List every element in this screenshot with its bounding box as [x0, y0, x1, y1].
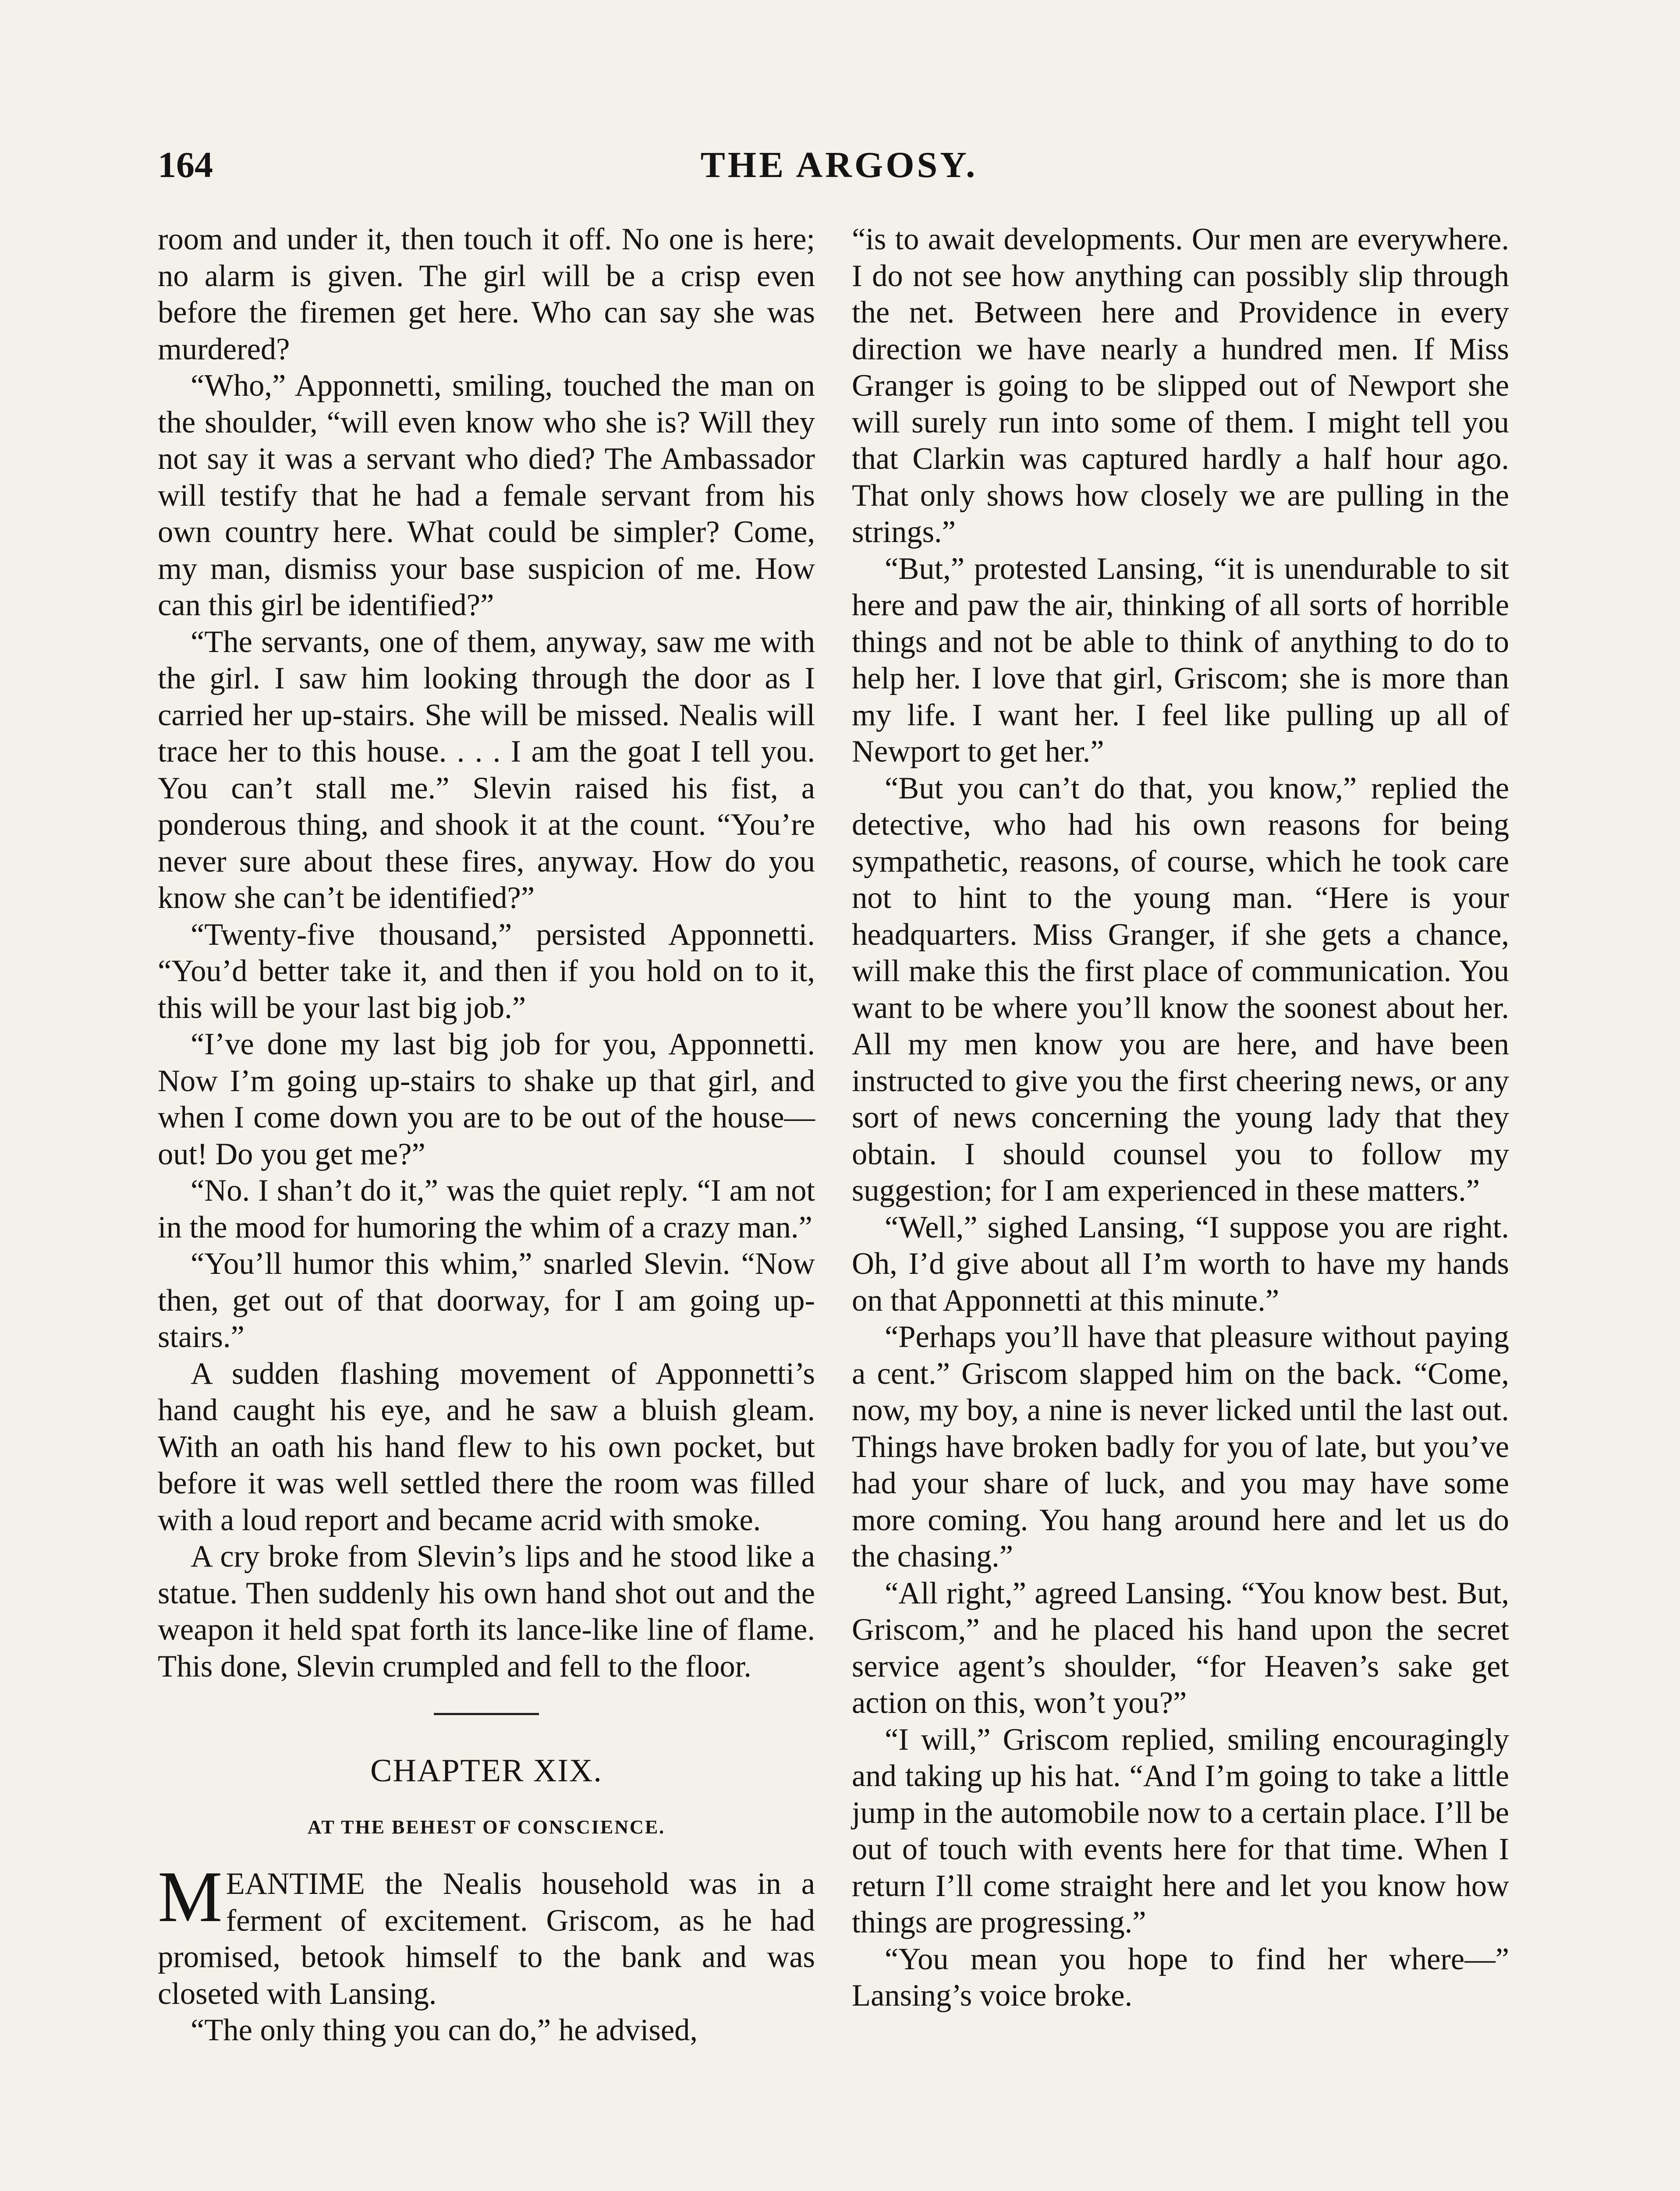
left-column — [158, 221, 815, 2049]
paragraph: “But you can’t do that, you know,” replied the detective, who had his own reasons for being sympathetic, reasons, of course, which he took care not to hint to the young man. “Here is your headquarters. Miss Granger, if she gets a chance, will make this the first place of communication. You want to be where you’ll know the soonest about her. All my men know you are here, and have been instructed to give you the first cheering news, or any sort of news concerning the young lady that they obtain. I should counsel you to follow my suggestion; for I am experienced in these matters.” — [852, 771, 1509, 1208]
running-title: THE ARGOSY. — [700, 145, 978, 185]
page-number: 164 — [158, 145, 213, 185]
paragraph: A cry broke from Slevin’s lips and he stood like a statue. Then suddenly his own hand shot out and the weapon it held spat forth its lance-like line of flame. This done, Slevin crumpled and fell to the floor. — [158, 1539, 815, 1684]
paragraph: “Perhaps you’ll have that pleasure without paying a cent.” Griscom slapped him on the back. “Come, now, my boy, a nine is never licked until the last out. Things have broken badly for you of late, but you’ve had your share of luck, and you may have some more coming. You hang around here and let us do the chasing.” — [852, 1320, 1509, 1574]
paragraph: “Twenty-five thousand,” persisted Apponnetti. “You’d better take it, and then if you hold on to it, this will be your last big job.” — [158, 917, 815, 1025]
paragraph: “But,” protested Lansing, “it is unendurable to sit here and paw the air, thinking of all sorts of horrible things and not be able to think of anything to do to help her. I love that girl, Griscom; she is more than my life. I want her. I feel like pulling up all of Newport to get her.” — [852, 551, 1509, 769]
chapter-opening-paragraph — [158, 1856, 815, 2012]
drop-cap: M — [158, 1856, 223, 1937]
chapter-title: CHAPTER XIX. — [370, 1753, 603, 1789]
chapter-divider — [434, 1713, 539, 1715]
paragraph: “The only thing you can do,” he advised, — [191, 2013, 698, 2047]
paragraph: “I will,” Griscom replied, smiling encouragingly and taking up his hat. “And I’m going to take a little jump in the automobile now to a certain place. I’ll be out of touch with events here for that time. When I return I’ll come straight here and let you know how things are progressing.” — [852, 1722, 1509, 1939]
right-column — [852, 221, 1509, 2014]
opening-paragraph-text: EANTIME the Nealis household was in a ferment of excitement. Griscom, as he had promised, betook himself to the bank and was closeted with Lansing. — [158, 1867, 815, 2011]
paragraph: “All right,” agreed Lansing. “You know best. But, Griscom,” and he placed his hand upon the secret service agent’s shoulder, “for Heaven’s sake get action on this, won’t you?” — [852, 1576, 1509, 1720]
chapter-subtitle: AT THE BEHEST OF CONSCIENCE. — [307, 1816, 666, 1838]
paragraph: A sudden flashing movement of Apponnetti’s hand caught his eye, and he saw a bluish gleam. With an oath his hand flew to his own pocket, but before it was well settled there the room was filled with a loud report and became acrid with smoke. — [158, 1356, 815, 1537]
page-header — [158, 144, 1521, 192]
paragraph: “Well,” sighed Lansing, “I suppose you are right. Oh, I’d give about all I’m worth to have my hands on that Apponnetti at this minute.” — [852, 1210, 1509, 1318]
paragraph: room and under it, then touch it off. No one is here; no alarm is given. The girl will be a crisp even before the firemen get here. Who can say she was murdered? — [158, 222, 815, 366]
paragraph: “No. I shan’t do it,” was the quiet reply. “I am not in the mood for humoring the whim of a crazy man.” — [158, 1173, 815, 1244]
paragraph: “is to await developments. Our men are everywhere. I do not see how anything can possibly slip through the net. Between here and Providence in every direction we have nearly a hundred men. If Miss Granger is going to be slipped out of Newport she will surely run into some of them. I might tell you that Clarkin was captured hardly a half hour ago. That only shows how closely we are pulling in the strings.” — [852, 222, 1509, 549]
paragraph: “I’ve done my last big job for you, Apponnetti. Now I’m going up-stairs to shake up that girl, and when I come down you are to be out of the house—out! Do you get me?” — [158, 1027, 815, 1171]
paragraph: “You’ll humor this whim,” snarled Slevin. “Now then, get out of that doorway, for I am going up-stairs.” — [158, 1247, 815, 1354]
paragraph: “You mean you hope to find her where—” Lansing’s voice broke. — [852, 1942, 1509, 2013]
paragraph: “The servants, one of them, anyway, saw me with the girl. I saw him looking through the door as I carried her up-stairs. She will be missed. Nealis will trace her to this house. . . . I am the goat I tell you. You can’t stall me.” Slevin raised his fist, a ponderous thing, and shook it at the count. “You’re never sure about these fires, anyway. How do you know she can’t be identified?” — [158, 624, 815, 915]
paragraph: “Who,” Apponnetti, smiling, touched the man on the shoulder, “will even know who she is? Will they not say it was a servant who died? The Ambassador will testify that he had a female servant from his own country here. What could be simpler? Come, my man, dismiss your base suspicion of me. How can this girl be identified?” — [158, 369, 815, 622]
